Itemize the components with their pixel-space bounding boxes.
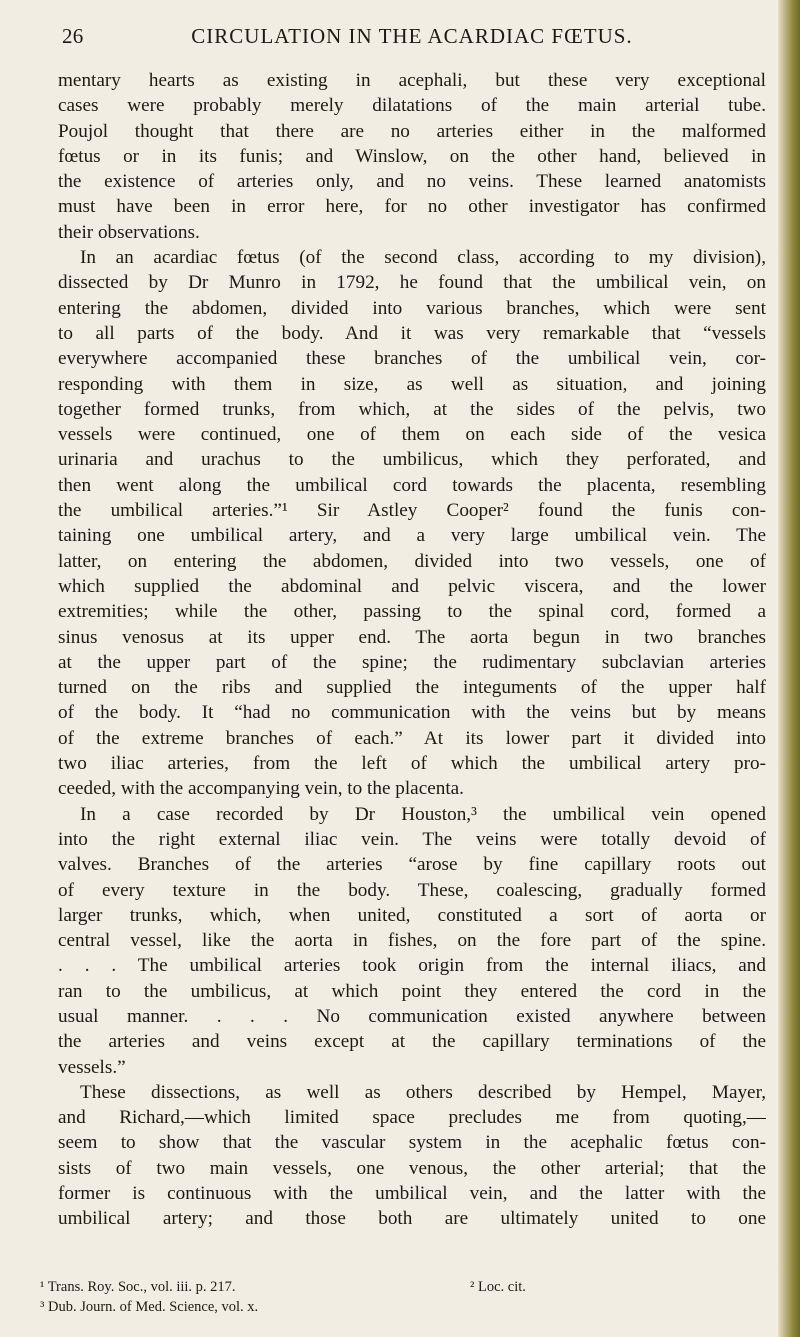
text-line: two iliac arteries, from the left of which the umbilical artery pro- xyxy=(58,753,766,775)
page-header xyxy=(58,24,766,54)
text-line: the umbilical arteries.”¹ Sir Astley Cooper² found the funis con- xyxy=(58,500,766,522)
running-title: CIRCULATION IN THE ACARDIAC FŒTUS. xyxy=(191,24,633,48)
text-line: In an acardiac fœtus (of the second class, according to my division), xyxy=(80,247,766,269)
text-line: former is continuous with the umbilical vein, and the latter with the xyxy=(58,1183,766,1205)
footnote-2: ² Loc. cit. xyxy=(470,1279,526,1295)
text-line: of the body. It “had no communication with the veins but by means xyxy=(58,702,766,724)
text-line: entering the abdomen, divided into various branches, which were sent xyxy=(58,297,766,319)
text-line: . . . The umbilical arteries took origin from the internal iliacs, and xyxy=(58,955,766,977)
text-line: urinaria and urachus to the umbilicus, which they perforated, and xyxy=(58,449,766,471)
footnote-1: ¹ Trans. Roy. Soc., vol. iii. p. 217. xyxy=(40,1279,236,1295)
text-line: into the right external iliac vein. The veins were totally devoid of xyxy=(58,828,766,850)
footnote-row xyxy=(40,1297,660,1317)
text-line: central vessel, like the aorta in fishes, on the fore part of the spine. xyxy=(58,930,766,952)
text-line: In a case recorded by Dr Houston,³ the umbilical vein opened xyxy=(80,803,766,825)
page-number: 26 xyxy=(62,24,84,48)
text-line: at the upper part of the spine; the rudimentary subclavian arteries xyxy=(58,651,766,673)
text-line: usual manner. . . . No communication existed anywhere between xyxy=(58,1005,766,1027)
body-text xyxy=(58,68,766,1232)
page-edge-shadow xyxy=(778,0,800,1337)
footnotes xyxy=(40,1277,660,1317)
text-line: taining one umbilical artery, and a very large umbilical vein. The xyxy=(58,525,766,547)
text-line: ceeded, with the accompanying vein, to the placenta. xyxy=(58,778,464,800)
text-line: mentary hearts as existing in acephali, but these very exceptional xyxy=(58,70,766,91)
text-line: then went along the umbilical cord towards the placenta, resembling xyxy=(58,474,766,496)
text-line: larger trunks, which, when united, constituted a sort of aorta or xyxy=(58,904,766,926)
text-line: vessels were continued, one of them on each side of the vesica xyxy=(58,424,766,446)
text-line: to all parts of the body. And it was very remarkable that “vessels xyxy=(58,322,766,344)
text-line: valves. Branches of the arteries “arose by fine capillary roots out xyxy=(58,854,766,876)
text-line: sists of two main vessels, one venous, the other arterial; that the xyxy=(58,1157,766,1179)
text-line: cases were probably merely dilatations of the main arterial tube. xyxy=(58,95,766,117)
text-line: fœtus or in its funis; and Winslow, on the other hand, believed in xyxy=(58,145,766,167)
text-line: umbilical artery; and those both are ultimately united to one xyxy=(58,1208,766,1230)
text-line: and Richard,—which limited space precludes me from quoting,— xyxy=(58,1107,766,1129)
text-line: responding with them in size, as well as situation, and joining xyxy=(58,373,766,395)
text-line: seem to show that the vascular system in the acephalic fœtus con- xyxy=(58,1132,766,1154)
text-line: extremities; while the other, passing to the spinal cord, formed a xyxy=(58,601,766,623)
text-line: their observations. xyxy=(58,221,200,243)
text-line: must have been in error here, for no other investigator has confirmed xyxy=(58,196,766,218)
text-line: Poujol thought that there are no arteries either in the malformed xyxy=(58,120,766,142)
text-line: These dissections, as well as others described by Hempel, Mayer, xyxy=(80,1081,766,1103)
text-line: of every texture in the body. These, coalescing, gradually formed xyxy=(58,879,766,901)
text-line: everywhere accompanied these branches of the umbilical vein, cor- xyxy=(58,348,766,370)
text-line: ran to the umbilicus, at which point they entered the cord in the xyxy=(58,980,766,1002)
text-line: the arteries and veins except at the capillary terminations of the xyxy=(58,1031,766,1053)
text-line: latter, on entering the abdomen, divided into two vessels, one of xyxy=(58,550,766,572)
text-line: which supplied the abdominal and pelvic viscera, and the lower xyxy=(58,575,766,597)
text-line: dissected by Dr Munro in 1792, he found that the umbilical vein, on xyxy=(58,272,766,294)
text-line: the existence of arteries only, and no veins. These learned anatomists xyxy=(58,171,766,193)
text-line: sinus venosus at its upper end. The aorta begun in two branches xyxy=(58,626,766,648)
text-line: vessels.” xyxy=(58,1056,126,1078)
text-line: together formed trunks, from which, at the sides of the pelvis, two xyxy=(58,398,766,420)
footnote-row xyxy=(40,1277,660,1297)
text-line: of the extreme branches of each.” At its lower part it divided into xyxy=(58,727,766,749)
text-line: turned on the ribs and supplied the integuments of the upper half xyxy=(58,677,766,699)
footnote-3: ³ Dub. Journ. of Med. Science, vol. x. xyxy=(40,1299,259,1315)
